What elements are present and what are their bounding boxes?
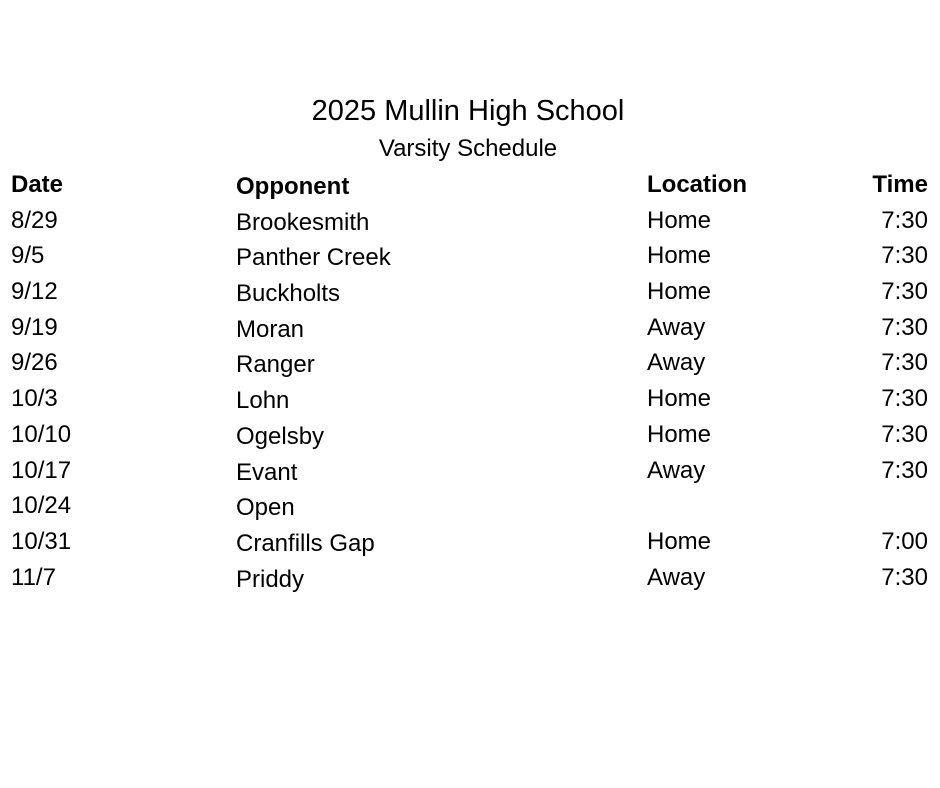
row-date: 10/10 [11, 420, 72, 448]
table-row [0, 311, 940, 347]
row-location: Home [647, 385, 712, 413]
row-time: 7:30 [881, 385, 928, 413]
row-location: Home [647, 278, 712, 306]
row-opponent: Ogelsby [236, 422, 325, 450]
row-time: 7:30 [881, 563, 928, 591]
row-opponent: Cranfills Gap [236, 529, 375, 557]
row-opponent: Brookesmith [236, 208, 370, 236]
row-opponent: Lohn [236, 387, 290, 415]
row-location: Away [647, 563, 706, 591]
table-row [0, 561, 940, 597]
table-row [0, 525, 940, 561]
row-opponent: Evant [236, 458, 298, 486]
header-location: Location [647, 171, 747, 198]
row-date: 9/19 [11, 313, 58, 341]
row-time: 7:00 [881, 527, 928, 555]
row-opponent: Buckholts [236, 280, 341, 308]
row-date: 10/31 [11, 527, 72, 555]
row-opponent: Ranger [236, 351, 315, 379]
table-row [0, 418, 940, 454]
page-subtitle: Varsity Schedule [378, 135, 558, 162]
schedule-table [0, 168, 940, 596]
page-title: 2025 Mullin High School [311, 95, 625, 127]
row-date: 9/12 [11, 278, 58, 306]
table-row [0, 382, 940, 418]
row-date: 8/29 [11, 206, 58, 234]
row-opponent: Moran [236, 315, 305, 343]
row-time: 7:30 [881, 278, 928, 306]
row-opponent: Open [236, 494, 295, 522]
row-date: 10/17 [11, 456, 72, 484]
row-location: Away [647, 349, 706, 377]
row-location: Home [647, 206, 712, 234]
table-row [0, 239, 940, 275]
row-date: 11/7 [11, 563, 56, 591]
row-opponent: Priddy [236, 565, 305, 593]
table-row [0, 275, 940, 311]
table-row [0, 454, 940, 490]
row-date: 9/5 [11, 242, 45, 270]
row-date: 10/24 [11, 492, 72, 520]
row-location: Home [647, 527, 712, 555]
row-opponent: Panther Creek [236, 244, 391, 272]
row-location: Away [647, 456, 706, 484]
row-time: 7:30 [881, 420, 928, 448]
table-row [0, 204, 940, 240]
row-time: 7:30 [881, 206, 928, 234]
row-date: 9/26 [11, 349, 58, 377]
row-time: 7:30 [881, 242, 928, 270]
header-time: Time [872, 171, 928, 198]
row-location: Away [647, 313, 706, 341]
table-row [0, 489, 940, 525]
row-time: 7:30 [881, 313, 928, 341]
table-header-row [0, 168, 940, 204]
row-location: Home [647, 242, 712, 270]
row-time: 7:30 [881, 349, 928, 377]
table-row [0, 346, 940, 382]
row-date: 10/3 [11, 385, 58, 413]
row-location: Home [647, 420, 712, 448]
header-date: Date [11, 171, 64, 198]
header-opponent: Opponent [236, 173, 350, 200]
row-time: 7:30 [881, 456, 928, 484]
